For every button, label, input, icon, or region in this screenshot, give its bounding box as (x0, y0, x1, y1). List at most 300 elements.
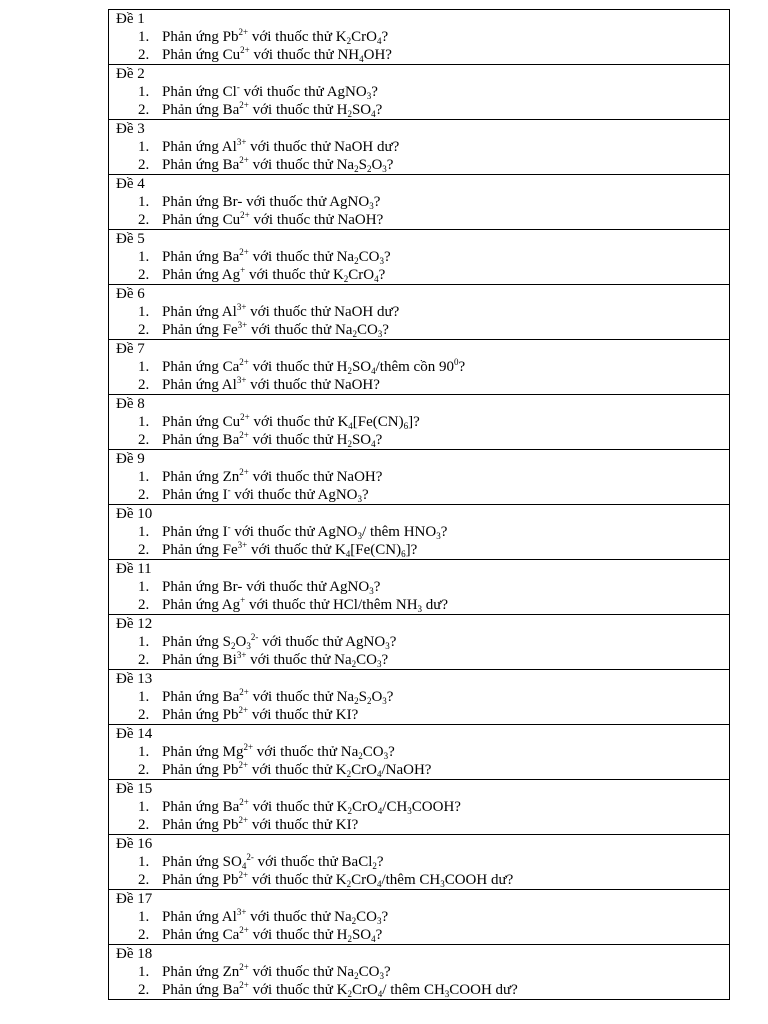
superscript: - (227, 485, 231, 495)
question-text: [Fe(CN) (350, 542, 402, 558)
question-text: với thuốc thử BaCl (253, 854, 373, 870)
question-text: /NaOH? (381, 762, 432, 778)
subscript: 4 (371, 109, 376, 119)
question-text: / thêm CH (382, 982, 445, 998)
question-text: với thuốc thử NaOH dư? (246, 139, 400, 155)
question-text: Phản ứng Ca (162, 927, 240, 943)
question-item (138, 28, 388, 46)
question-text: với thuốc thử Na (253, 744, 359, 760)
question-text: ? (371, 84, 378, 100)
exam-section (109, 64, 729, 119)
question-number: 2. (138, 322, 150, 338)
superscript: 3+ (236, 302, 247, 312)
subscript: 3 (357, 494, 363, 504)
subscript: 4 (371, 439, 376, 449)
subscript: 3 (444, 989, 450, 999)
question-item (138, 963, 391, 981)
question-text: Phản ứng Pb (162, 707, 239, 723)
section-title: Đề 18 (116, 946, 153, 962)
question-item (138, 816, 358, 834)
subscript: 3 (377, 329, 383, 339)
question-text: Phản ứng Cu (162, 414, 241, 430)
question-number: 1. (138, 249, 150, 265)
question-number: 1. (138, 579, 150, 595)
question-text: ? (389, 634, 397, 650)
question-text: với thuốc thử Na (248, 964, 355, 980)
question-text: CO (356, 652, 377, 668)
question-number: 2. (138, 47, 150, 63)
question-text: với thuốc thử AgNO (230, 524, 358, 540)
subscript: 3 (383, 751, 389, 761)
question-text: Phản ứng Fe (162, 322, 238, 338)
question-item (138, 358, 465, 376)
subscript: 2 (347, 989, 352, 999)
subscript: 3 (376, 916, 382, 926)
superscript: 2+ (238, 760, 249, 770)
question-item (138, 706, 358, 724)
question-text: O (371, 689, 383, 705)
question-number: 2. (138, 377, 150, 393)
question-text: Phản ứng Ag (162, 597, 241, 613)
question-text: ? (373, 194, 381, 210)
section-title: Đề 1 (116, 11, 145, 27)
question-text: với thuốc thử Na (246, 652, 352, 668)
subscript: 4 (374, 274, 379, 284)
question-text: với thuốc thử Na (247, 322, 353, 338)
subscript: 2 (352, 329, 357, 339)
superscript: 3+ (237, 540, 248, 550)
section-title: Đề 13 (116, 671, 153, 687)
subscript: 3 (382, 696, 387, 706)
subscript: 2 (351, 659, 357, 669)
question-text: ? (382, 322, 389, 338)
question-text: ? (381, 29, 389, 45)
subscript: 4 (371, 934, 376, 944)
question-text: với thuốc thử K (248, 872, 347, 888)
question-text: với thuốc thử NH (249, 47, 360, 63)
question-text: ? (386, 689, 394, 705)
exam-section (109, 889, 729, 944)
question-text: Phản ứng S (162, 634, 231, 650)
subscript: 4 (377, 806, 383, 816)
question-number: 2. (138, 762, 150, 778)
question-number: 1. (138, 359, 150, 375)
question-item (138, 431, 382, 449)
subscript: 3 (385, 641, 390, 651)
subscript: 2 (366, 696, 372, 706)
question-item (138, 321, 389, 339)
question-text: với thuốc thử K (245, 267, 344, 283)
subscript: 2 (372, 861, 377, 871)
superscript: 3+ (236, 375, 247, 385)
superscript: + (240, 595, 246, 605)
question-text: Phản ứng I (162, 524, 228, 540)
question-item (138, 83, 378, 101)
question-number: 1. (138, 744, 150, 760)
question-text: với thuốc thử K (248, 762, 347, 778)
exam-section (109, 229, 729, 284)
question-text: Phản ứng I (162, 487, 228, 503)
subscript: 2 (347, 439, 352, 449)
question-item (138, 908, 388, 926)
question-text: ? (362, 487, 369, 503)
question-text: Phản ứng Ba (162, 432, 240, 448)
superscript: 2- (246, 852, 254, 862)
question-text: ? (376, 854, 384, 870)
question-text: CO (356, 909, 377, 925)
subscript: 2 (346, 36, 352, 46)
superscript: 3+ (236, 650, 247, 660)
question-text: Phản ứng Ba (162, 982, 240, 998)
subscript: 2 (347, 366, 352, 376)
subscript: 2 (354, 256, 359, 266)
section-title: Đề 6 (116, 286, 145, 302)
question-item (138, 266, 385, 284)
question-text: với thuốc thử AgNO (258, 634, 386, 650)
question-text: COOH dư? (444, 872, 514, 888)
subscript: 3 (417, 604, 423, 614)
question-number: 1. (138, 964, 150, 980)
section-title: Đề 9 (116, 451, 145, 467)
question-item (138, 688, 393, 706)
superscript: 2+ (239, 980, 249, 990)
subscript: 3 (369, 201, 374, 211)
question-text: Phản ứng Zn (162, 469, 240, 485)
question-number: 2. (138, 102, 150, 118)
subscript: 4 (376, 879, 382, 889)
subscript: 3 (357, 531, 363, 541)
question-item (138, 486, 369, 504)
section-title: Đề 7 (116, 341, 145, 357)
subscript: 2 (346, 769, 352, 779)
question-number: 2. (138, 597, 150, 613)
subscript: 3 (440, 879, 445, 889)
subscript: 2 (347, 934, 352, 944)
subscript: 3 (382, 164, 387, 174)
question-item (138, 303, 399, 321)
question-text: Phản ứng Cu (162, 47, 241, 63)
question-text: CrO (348, 267, 375, 283)
superscript: - (236, 82, 240, 92)
exam-section (109, 669, 729, 724)
question-text: CrO (351, 762, 377, 778)
question-number: 1. (138, 689, 150, 705)
question-text: Phản ứng Al (162, 377, 237, 393)
superscript: 3+ (236, 907, 247, 917)
question-item (138, 596, 448, 614)
subscript: 3 (369, 586, 374, 596)
question-text: ? (373, 579, 381, 595)
question-text: Phản ứng Ba (162, 799, 240, 815)
question-text: với thuốc thử Na (248, 689, 355, 705)
question-item (138, 413, 420, 431)
question-text: với thuốc thử Na (246, 909, 352, 925)
subscript: 4 (241, 861, 247, 871)
question-item (138, 761, 431, 779)
question-text: ? (383, 249, 391, 265)
subscript: 2 (343, 274, 349, 284)
exam-section (109, 10, 729, 64)
subscript: 3 (436, 531, 441, 541)
exam-section (109, 449, 729, 504)
question-text: ]? (405, 542, 418, 558)
question-text: ? (388, 744, 395, 760)
question-text: SO (351, 927, 372, 943)
exam-section (109, 174, 729, 229)
question-text: với thuốc thử Na (248, 157, 355, 173)
question-text: CO (356, 322, 378, 338)
question-item (138, 651, 388, 669)
exam-section (109, 119, 729, 174)
question-text: Phản ứng Ca (162, 359, 240, 375)
question-item (138, 798, 461, 816)
question-item (138, 248, 391, 266)
question-number: 2. (138, 707, 150, 723)
question-number: 1. (138, 909, 150, 925)
question-item (138, 376, 380, 394)
superscript: 2+ (239, 430, 249, 440)
question-text: với thuốc thử K (247, 542, 346, 558)
question-text: O (235, 634, 247, 650)
exam-section (109, 339, 729, 394)
subscript: 3 (379, 971, 384, 981)
question-number: 2. (138, 817, 150, 833)
exam-section (109, 944, 729, 999)
superscript: 2+ (238, 705, 249, 715)
question-text: Phản ứng Bi (162, 652, 237, 668)
superscript: 3+ (236, 137, 247, 147)
superscript: 2+ (239, 247, 249, 257)
question-number: 2. (138, 872, 150, 888)
exam-section (109, 834, 729, 889)
superscript: 2+ (239, 797, 249, 807)
section-title: Đề 16 (116, 836, 153, 852)
question-number: 2. (138, 542, 150, 558)
subscript: 2 (354, 164, 359, 174)
question-number: 1. (138, 84, 150, 100)
question-text: Phản ứng Ba (162, 249, 240, 265)
question-text: ? (375, 432, 383, 448)
question-text: Phản ứng Ba (162, 102, 240, 118)
question-text: Phản ứng Fe (162, 542, 238, 558)
question-item (138, 743, 395, 761)
question-item (138, 156, 393, 174)
question-text: ? (440, 524, 448, 540)
question-text: Phản ứng Ba (162, 157, 240, 173)
question-number: 2. (138, 927, 150, 943)
superscript: 0 (453, 357, 459, 367)
superscript: 2+ (238, 815, 249, 825)
section-title: Đề 2 (116, 66, 145, 82)
question-text: CrO (351, 872, 377, 888)
section-title: Đề 3 (116, 121, 145, 137)
superscript: 2+ (239, 357, 249, 367)
subscript: 3 (246, 641, 251, 651)
question-text: Phản ứng Ba (162, 689, 240, 705)
question-text: với thuốc thử NaOH? (249, 212, 384, 228)
subscript: 2 (347, 109, 352, 119)
question-text: với thuốc thử H (248, 102, 348, 118)
subscript: 2 (230, 641, 236, 651)
superscript: 2+ (239, 962, 249, 972)
subscript: 4 (371, 366, 376, 376)
exam-section (109, 779, 729, 834)
question-item (138, 523, 447, 541)
question-number: 2. (138, 267, 150, 283)
superscript: 2+ (239, 467, 249, 477)
subscript: 4 (376, 36, 382, 46)
question-number: 2. (138, 652, 150, 668)
question-number: 1. (138, 854, 150, 870)
superscript: 2+ (238, 27, 249, 37)
question-text: [Fe(CN) (352, 414, 404, 430)
question-text: với thuốc thử H (248, 359, 348, 375)
question-text: Phản ứng Br- với thuốc thử AgNO (162, 194, 370, 210)
subscript: 2 (354, 971, 359, 981)
superscript: 2+ (238, 870, 249, 880)
section-title: Đề 5 (116, 231, 145, 247)
question-number: 1. (138, 414, 150, 430)
section-title: Đề 14 (116, 726, 153, 742)
section-title: Đề 10 (116, 506, 153, 522)
question-text: SO (351, 432, 372, 448)
section-title: Đề 4 (116, 176, 145, 192)
superscript: 2+ (239, 687, 249, 697)
question-item (138, 853, 384, 871)
exam-section (109, 614, 729, 669)
subscript: 4 (359, 54, 364, 64)
question-text: / thêm HNO (362, 524, 437, 540)
question-text: CrO (351, 799, 378, 815)
subscript: 3 (376, 659, 382, 669)
question-number: 1. (138, 524, 150, 540)
exam-section (109, 394, 729, 449)
question-item (138, 101, 382, 119)
question-text: ? (381, 909, 389, 925)
section-title: Đề 12 (116, 616, 153, 632)
question-text: CO (358, 964, 380, 980)
subscript: 2 (346, 879, 352, 889)
section-title: Đề 8 (116, 396, 145, 412)
exam-section (109, 724, 729, 779)
question-text: ? (383, 964, 391, 980)
superscript: 2- (250, 632, 259, 642)
question-item (138, 541, 417, 559)
subscript: 2 (366, 164, 372, 174)
question-text: /CH (382, 799, 408, 815)
question-number: 1. (138, 799, 150, 815)
question-number: 1. (138, 139, 150, 155)
subscript: 2 (351, 916, 357, 926)
superscript: 2+ (240, 45, 250, 55)
question-text: Phản ứng Zn (162, 964, 240, 980)
question-text: O (371, 157, 383, 173)
question-text: ? (458, 359, 466, 375)
superscript: 2+ (240, 210, 250, 220)
question-text: Phản ứng Cu (162, 212, 241, 228)
subscript: 2 (358, 751, 363, 761)
section-title: Đề 11 (116, 561, 152, 577)
question-text: SO (351, 359, 372, 375)
question-text: với thuốc thử HCl/thêm NH (245, 597, 418, 613)
question-text: ? (375, 102, 383, 118)
subscript: 3 (366, 91, 372, 101)
question-item (138, 138, 399, 156)
question-text: ? (375, 927, 383, 943)
question-number: 2. (138, 432, 150, 448)
question-text: S (358, 689, 367, 705)
question-item (138, 578, 380, 596)
question-text: Phản ứng Ag (162, 267, 241, 283)
question-text: CrO (351, 29, 377, 45)
question-text: với thuốc thử K (248, 982, 348, 998)
exam-table (108, 9, 730, 1000)
question-text: với thuốc thử Na (248, 249, 355, 265)
question-text: Phản ứng Al (162, 909, 237, 925)
superscript: 2+ (239, 925, 249, 935)
exam-section (109, 284, 729, 339)
exam-section (109, 559, 729, 614)
question-text: với thuốc thử K (248, 799, 348, 815)
question-item (138, 871, 513, 889)
question-text: Phản ứng Pb (162, 762, 239, 778)
question-number: 1. (138, 304, 150, 320)
question-text: /thêm CH (381, 872, 441, 888)
question-text: CrO (351, 982, 378, 998)
question-number: 1. (138, 634, 150, 650)
question-text: với thuốc thử K (249, 414, 349, 430)
question-item (138, 926, 382, 944)
question-text: Phản ứng Pb (162, 29, 239, 45)
question-text: COOH dư? (449, 982, 518, 998)
superscript: 2+ (239, 100, 249, 110)
question-text: với thuốc thử H (248, 927, 348, 943)
subscript: 3 (379, 256, 384, 266)
question-text: Phản ứng Al (162, 139, 237, 155)
question-text: Phản ứng Pb (162, 872, 239, 888)
question-text: SO (351, 102, 372, 118)
subscript: 2 (347, 806, 352, 816)
question-number: 2. (138, 212, 150, 228)
question-text: Phản ứng Pb (162, 817, 239, 833)
question-text: với thuốc thử KI? (248, 817, 359, 833)
subscript: 6 (401, 549, 406, 559)
subscript: 4 (345, 549, 351, 559)
subscript: 6 (403, 421, 409, 431)
subscript: 4 (348, 421, 353, 431)
question-text: Phản ứng Mg (162, 744, 244, 760)
question-text: Phản ứng SO (162, 854, 242, 870)
question-text: Phản ứng Al (162, 304, 237, 320)
question-number: 1. (138, 194, 150, 210)
question-text: Phản ứng Br- với thuốc thử AgNO (162, 579, 370, 595)
question-item (138, 193, 380, 211)
question-number: 1. (138, 29, 150, 45)
question-text: ? (378, 267, 386, 283)
question-text: với thuốc thử K (248, 29, 347, 45)
question-item (138, 633, 396, 651)
superscript: + (240, 265, 246, 275)
section-title: Đề 15 (116, 781, 153, 797)
question-text: ? (386, 157, 394, 173)
subscript: 4 (376, 769, 382, 779)
question-text: dư? (422, 597, 449, 613)
superscript: 3+ (237, 320, 248, 330)
subscript: 2 (354, 696, 359, 706)
question-text: ]? (408, 414, 420, 430)
question-text: với thuốc thử AgNO (230, 487, 358, 503)
question-text: /thêm cồn 90 (375, 359, 454, 375)
